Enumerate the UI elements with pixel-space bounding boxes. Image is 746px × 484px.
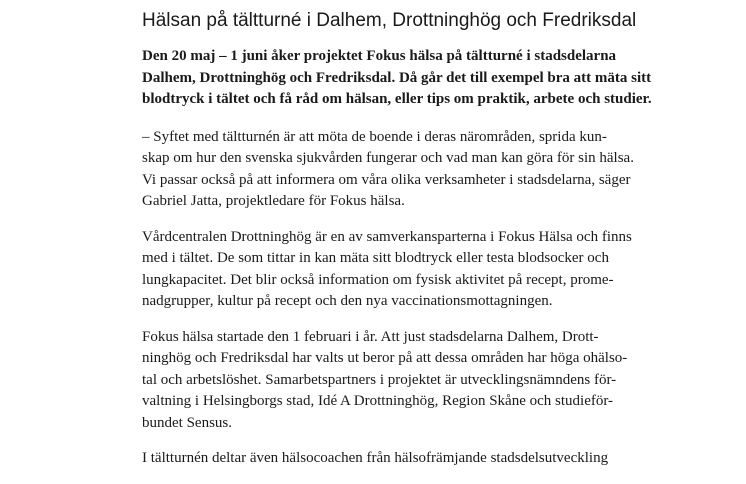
text-line: med i tältet. De som tittar in kan mäta sitt blodtryck eller testa blodsocker och (142, 250, 609, 266)
body-paragraph (142, 127, 642, 213)
text-line: valtning i Helsingborgs stad, Idé A Drottninghög, Region Skåne och studieför- (142, 393, 614, 409)
text-line: nadgrupper, kultur på recept och den nya vaccinationsmottagningen. (142, 293, 553, 309)
text-line: Dalhem, Drottninghög och Fredriksdal. Då går det till exempel bra att mäta sitt (142, 69, 652, 86)
body-paragraph (142, 227, 642, 313)
text-line: ninghög och Fredriksdal har valts ut beror på att dessa områden har höga ohälso- (142, 350, 628, 366)
body-paragraph (142, 448, 642, 470)
text-line: Fokus hälsa startade den 1 februari i år. Att just stadsdelarna Dalhem, Drott- (142, 328, 599, 345)
body-paragraph (142, 327, 642, 435)
lead-paragraph (142, 46, 652, 111)
text-line: Den 20 maj – 1 juni åker projektet Fokus hälsa på tältturné i stadsdelarna (142, 48, 617, 64)
text-line: – Syftet med tältturnén är att möta de boende i deras närområden, sprida kun- (142, 128, 607, 145)
article-body (142, 46, 652, 484)
text-line: bundet Sensus. (142, 414, 232, 431)
page-title: Hälsan på tältturné i Dalhem, Drottninghög och Fredriksdal (142, 10, 637, 31)
text-line: skap om hur den svenska sjukvården fungerar och vad man kan göra för sin hälsa. (142, 150, 634, 166)
text-line: Vi passar också på att informera om våra olika verksamheter i stadsdelarna, säger (142, 171, 631, 188)
text-line: blodtryck i tältet och få råd om hälsan, eller tips om praktik, arbete och studier. (142, 91, 652, 107)
text-line: lungkapacitet. Det blir också information om fysisk aktivitet på recept, prome- (142, 271, 614, 288)
text-line: Vårdcentralen Drottninghög är en av samverkansparterna i Fokus Hälsa och finns (142, 228, 632, 245)
text-line: Gabriel Jatta, projektledare för Fokus hälsa. (142, 193, 405, 209)
text-line: I tältturnén deltar även hälsocoachen från hälsofrämjande stadsdelsutveckling (142, 450, 609, 466)
text-line: tal och arbetslöshet. Samarbetspartners i projektet är utvecklingsnämndens för- (142, 371, 617, 388)
